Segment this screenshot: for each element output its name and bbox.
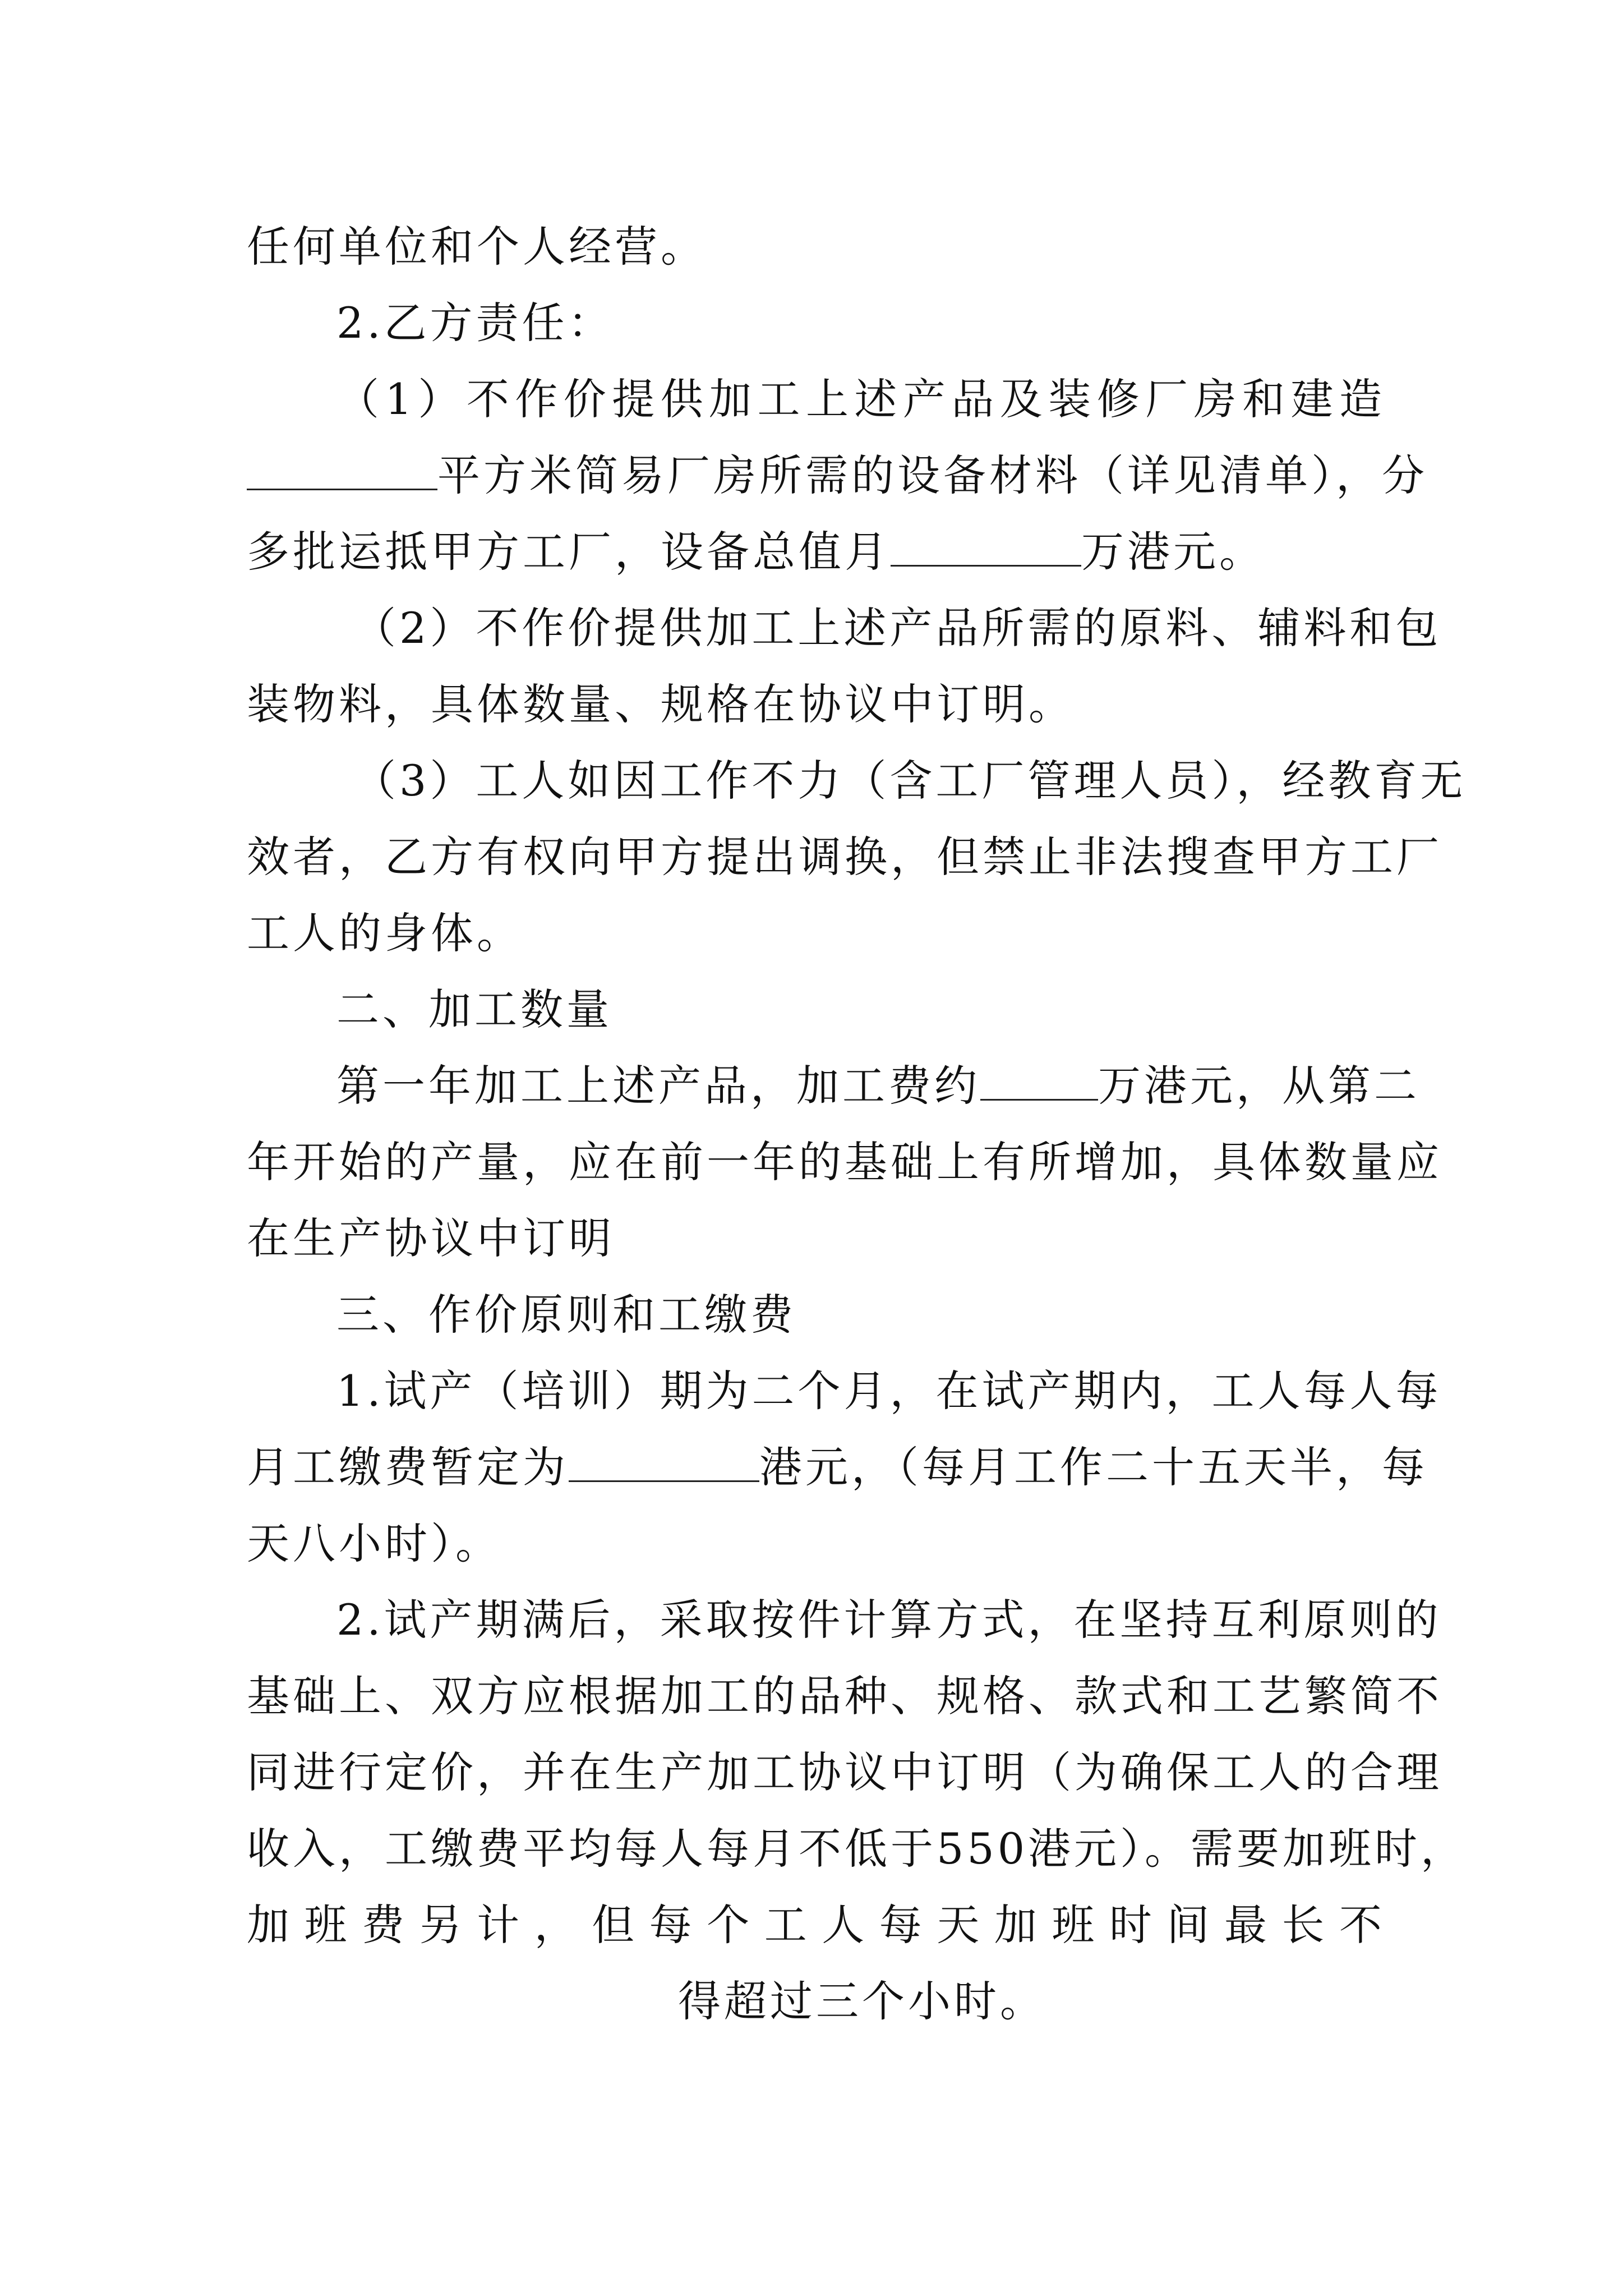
fill-in-blank [247,453,437,490]
text-line: 1.试产（培训）期为二个月，在试产期内，工人每人每 [336,1366,1442,1416]
text-line: 2.试产期满后，采取按件计算方式，在坚持互利原则的 [336,1595,1442,1645]
text-line: 任何单位和个人经营。 [247,222,707,272]
text-line: 在生产协议中订明 [247,1213,615,1263]
text-line [247,1428,1428,1507]
text-line: （1）不作价提供加工上述产品及装修厂房和建造 [336,374,1385,424]
text-segment: 万港元。 [1081,527,1265,577]
text-line: 基础上、双方应根据加工的品种、规格、款式和工艺繁简不 [247,1671,1442,1721]
text-segment: 月工缴费暂定为 [247,1442,569,1492]
text-line: 得超过三个小时。 [678,1976,1046,2026]
section-heading: 二、加工数量 [336,984,612,1034]
text-segment: 万港元，从第二 [1098,1061,1420,1111]
text-line: 2.乙方责任： [336,298,614,348]
text-line [247,436,1428,515]
text-line [336,1047,1420,1125]
text-line: 年开始的产量，应在前一年的基础上有所增加，具体数量应 [247,1137,1442,1187]
text-line: 工人的身体。 [247,908,523,958]
text-line: 同进行定价，并在生产加工协议中订明（为确保工人的合理 [247,1747,1442,1797]
text-line: 装物料，具体数量、规格在协议中订明。 [247,679,1075,729]
text-line: （3）工人如因工作不力（含工厂管理人员），经教育无 [353,756,1467,806]
text-line: （2）不作价提供加工上述产品所需的原料、辅料和包 [353,603,1442,653]
text-line: 加班费另计，但每个工人每天加班时间最长不 [247,1900,1385,1950]
text-segment: 港元，（每月工作二十五天半，每 [759,1442,1428,1492]
text-line: 收入，工缴费平均每人每月不低于550港元）。需要加班时， [247,1824,1467,1874]
text-segment: 多批运抵甲方工厂，设备总值月 [247,527,891,577]
section-heading: 三、作价原则和工缴费 [336,1290,796,1340]
text-line [247,513,1385,591]
fill-in-blank [980,1063,1098,1101]
text-segment: 平方米简易厂房所需的设备材料（详见清单），分 [437,450,1428,500]
fill-in-blank [569,1444,759,1482]
text-segment: 第一年加工上述产品，加工费约 [336,1061,980,1111]
fill-in-blank [891,529,1081,567]
text-line: 天八小时）。 [247,1519,501,1568]
text-line: 效者，乙方有权向甲方提出调换，但禁止非法搜查甲方工厂 [247,832,1442,882]
